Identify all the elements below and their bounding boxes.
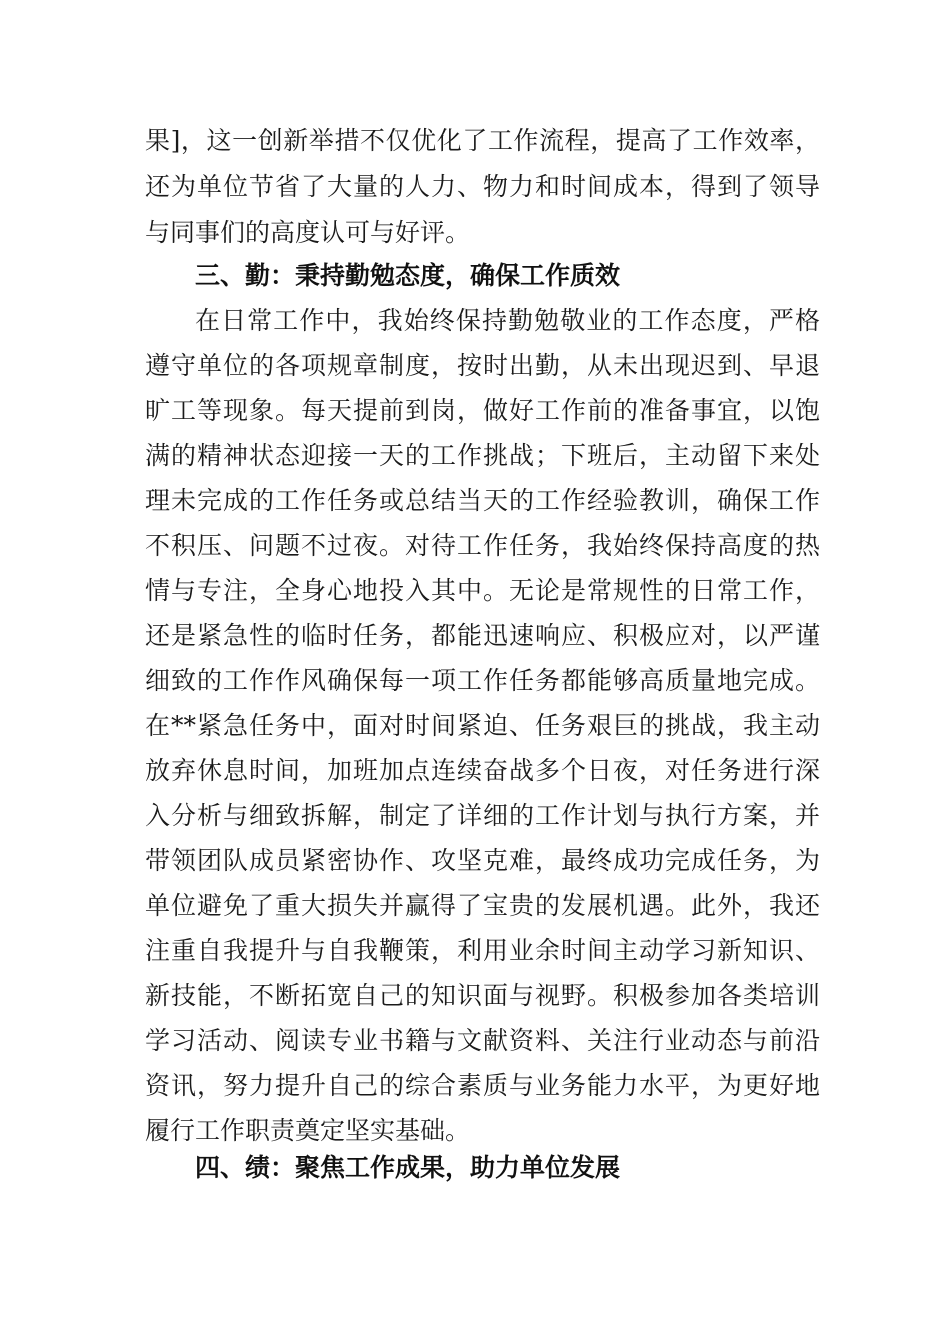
text-line: 还是紧急性的临时任务，都能迅速响应、积极应对，以严谨 bbox=[145, 621, 820, 650]
text-line: 还为单位节省了大量的人力、物力和时间成本，得到了领导 bbox=[145, 172, 820, 201]
text-line: 在日常工作中，我始终保持勤勉敬业的工作态度，严格 bbox=[195, 306, 820, 335]
text-line: 满的精神状态迎接一天的工作挑战；下班后，主动留下来处 bbox=[145, 441, 820, 470]
section-heading-3: 三、勤：秉持勤勉态度，确保工作质效 bbox=[195, 261, 621, 290]
text-line: 带领团队成员紧密协作、攻坚克难，最终成功完成任务，为 bbox=[145, 846, 820, 875]
text-line: 在**紧急任务中，面对时间紧迫、任务艰巨的挑战，我主动 bbox=[145, 711, 820, 740]
text-line: 履行工作职责奠定坚实基础。 bbox=[145, 1116, 471, 1145]
text-line: 单位避免了重大损失并赢得了宝贵的发展机遇。此外，我还 bbox=[145, 891, 820, 920]
text-line: 细致的工作作风确保每一项工作任务都能够高质量地完成。 bbox=[145, 666, 820, 695]
text-line: 理未完成的工作任务或总结当天的工作经验教训，确保工作 bbox=[145, 486, 820, 515]
text-line: 学习活动、阅读专业书籍与文献资料、关注行业动态与前沿 bbox=[145, 1026, 820, 1055]
text-line: 放弃休息时间，加班加点连续奋战多个日夜，对任务进行深 bbox=[145, 756, 820, 785]
text-line: 注重自我提升与自我鞭策，利用业余时间主动学习新知识、 bbox=[145, 936, 820, 965]
text-line: 情与专注，全身心地投入其中。无论是常规性的日常工作， bbox=[145, 576, 820, 605]
text-line: 不积压、问题不过夜。对待工作任务，我始终保持高度的热 bbox=[145, 531, 820, 560]
section-heading-4: 四、绩：聚焦工作成果，助力单位发展 bbox=[195, 1153, 621, 1182]
text-line: 资讯，努力提升自己的综合素质与业务能力水平，为更好地 bbox=[145, 1071, 820, 1100]
text-line: 果]，这一创新举措不仅优化了工作流程，提高了工作效率， bbox=[145, 126, 820, 155]
text-line: 入分析与细致拆解，制定了详细的工作计划与执行方案，并 bbox=[145, 801, 820, 830]
text-line: 新技能，不断拓宽自己的知识面与视野。积极参加各类培训 bbox=[145, 981, 820, 1010]
text-line: 遵守单位的各项规章制度，按时出勤，从未出现迟到、早退 bbox=[145, 351, 820, 380]
text-line: 旷工等现象。每天提前到岗，做好工作前的准备事宜，以饱 bbox=[145, 396, 820, 425]
text-line: 与同事们的高度认可与好评。 bbox=[145, 218, 471, 247]
